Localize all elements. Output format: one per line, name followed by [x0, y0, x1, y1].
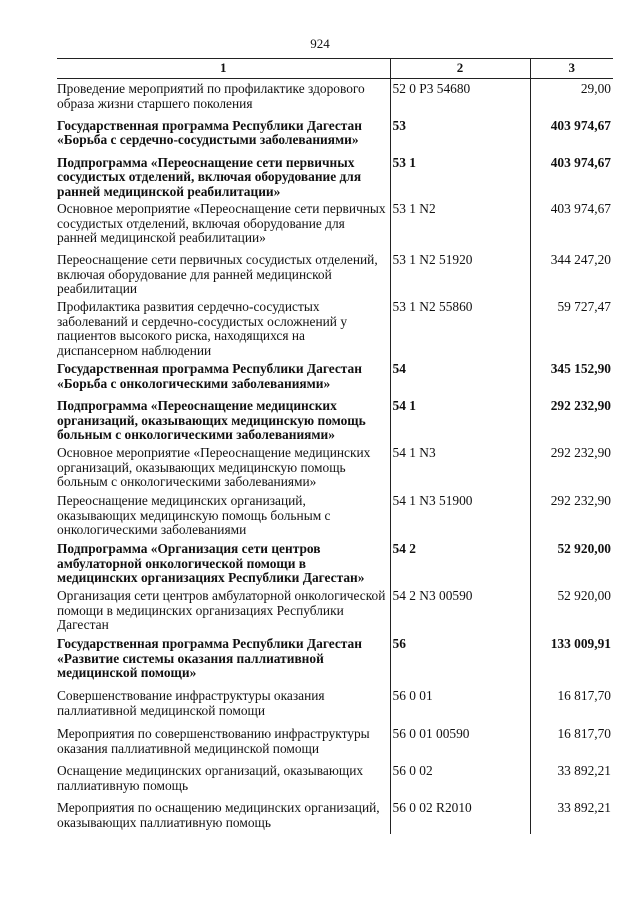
- row-code-cell: 53 1 N2 51920: [390, 250, 530, 297]
- row-code-cell: 52 0 P3 54680: [390, 79, 530, 116]
- row-sum-cell: 403 974,67: [530, 153, 613, 200]
- table-row: [57, 396, 613, 443]
- row-code-cell: 54 2 N3 00590: [390, 586, 530, 634]
- row-name-cell: Основное мероприятие «Переоснащение медицинских организаций, оказывающих медицинскую помощь больным с онкологическими заболеваниями»: [57, 445, 371, 490]
- table-row: [57, 250, 613, 297]
- row-code-cell: 53 1: [390, 153, 530, 200]
- row-sum-cell: 33 892,21: [530, 798, 613, 834]
- budget-table-container: [57, 58, 613, 834]
- row-sum-cell: 292 232,90: [530, 396, 613, 443]
- row-name-cell: Переоснащение медицинских организаций, оказывающих медицинскую помощь больным с онкологическими заболеваниями: [57, 493, 331, 538]
- row-name-cell: Переоснащение сети первичных сосудистых отделений, включая оборудование для ранней медицинской реабилитации: [57, 252, 378, 297]
- row-code-cell: 53: [390, 116, 530, 153]
- row-name-cell: Подпрограмма «Организация сети центров амбулаторной онкологической помощи в медицинских организациях Республики Дагестан»: [57, 541, 365, 586]
- row-sum-cell: 33 892,21: [530, 761, 613, 798]
- row-name-cell: Государственная программа Республики Дагестан «Борьба с онкологическими заболеваниями»: [57, 361, 362, 391]
- table-row: [57, 153, 613, 200]
- page-number: 924: [310, 36, 330, 51]
- row-name-cell: Проведение мероприятий по профилактике здорового образа жизни старшего поколения: [57, 81, 365, 111]
- row-sum-cell: 29,00: [530, 79, 613, 116]
- row-sum-cell: 292 232,90: [530, 443, 613, 491]
- table-body: [57, 79, 613, 835]
- row-code-cell: 56: [390, 634, 530, 686]
- table-row: [57, 686, 613, 724]
- row-code-cell: 56 0 02: [390, 761, 530, 798]
- column-header-sum: 3: [530, 59, 613, 79]
- table-row: [57, 491, 613, 539]
- table-row: [57, 634, 613, 686]
- row-sum-cell: 403 974,67: [530, 199, 613, 250]
- table-row: [57, 116, 613, 153]
- row-code-cell: 53 1 N2 55860: [390, 297, 530, 359]
- row-sum-cell: 52 920,00: [530, 539, 613, 586]
- row-code-cell: 54 1 N3 51900: [390, 491, 530, 539]
- column-header-code: 2: [390, 59, 530, 79]
- table-row: [57, 761, 613, 798]
- table-row: [57, 359, 613, 396]
- row-code-cell: 54: [390, 359, 530, 396]
- row-sum-cell: 16 817,70: [530, 686, 613, 724]
- table-row: [57, 199, 613, 250]
- table-header-row: [57, 59, 613, 79]
- table-row: [57, 79, 613, 116]
- row-sum-cell: 345 152,90: [530, 359, 613, 396]
- table-row: [57, 443, 613, 491]
- column-header-name: 1: [57, 59, 390, 79]
- row-name-cell: Государственная программа Республики Дагестан «Развитие системы оказания паллиативной медицинской помощи»: [57, 636, 362, 681]
- table-row: [57, 297, 613, 359]
- row-code-cell: 54 1 N3: [390, 443, 530, 491]
- row-name-cell: Профилактика развития сердечно-сосудистых заболеваний и сердечно-сосудистых осложнений у пациентов высокого риска, находящихся на диспансерном наблюдении: [57, 299, 348, 359]
- row-name-cell: Мероприятия по оснащению медицинских организаций, оказывающих паллиативную помощь: [57, 800, 380, 830]
- row-name-cell: Подпрограмма «Переоснащение медицинских организаций, оказывающих медицинскую помощь больным с онкологическими заболеваниями»: [57, 398, 366, 443]
- table-row: [57, 798, 613, 834]
- row-code-cell: 54 2: [390, 539, 530, 586]
- table-row: [57, 724, 613, 761]
- row-name-cell: Мероприятия по совершенствованию инфраструктуры оказания паллиативной медицинской помощи: [57, 726, 370, 756]
- row-name-cell: Основное мероприятие «Переоснащение сети первичных сосудистых отделений, включая оборудование для ранней медицинской реабилитации»: [57, 201, 386, 246]
- budget-table: [57, 58, 613, 834]
- row-name-cell: Совершенствование инфраструктуры оказания паллиативной медицинской помощи: [57, 688, 325, 718]
- row-sum-cell: 59 727,47: [530, 297, 613, 359]
- row-sum-cell: 344 247,20: [530, 250, 613, 297]
- row-code-cell: 54 1: [390, 396, 530, 443]
- table-row: [57, 539, 613, 586]
- row-sum-cell: 52 920,00: [530, 586, 613, 634]
- row-code-cell: 56 0 01: [390, 686, 530, 724]
- row-sum-cell: 133 009,91: [530, 634, 613, 686]
- row-sum-cell: 292 232,90: [530, 491, 613, 539]
- row-name-cell: Организация сети центров амбулаторной онкологической помощи в медицинских организациях Республики Дагестан: [57, 588, 386, 633]
- row-name-cell: Государственная программа Республики Дагестан «Борьба с сердечно-сосудистыми заболеваниями»: [57, 117, 362, 148]
- row-code-cell: 56 0 02 R2010: [390, 798, 530, 834]
- table-row: [57, 586, 613, 634]
- row-sum-cell: 16 817,70: [530, 724, 613, 761]
- row-code-cell: 56 0 01 00590: [390, 724, 530, 761]
- row-code-cell: 53 1 N2: [390, 199, 530, 250]
- row-name-cell: Оснащение медицинских организаций, оказывающих паллиативную помощь: [57, 763, 364, 793]
- row-sum-cell: 403 974,67: [530, 116, 613, 153]
- row-name-cell: Подпрограмма «Переоснащение сети первичных сосудистых отделений, включая оборудование для ранней медицинской реабилитации»: [57, 154, 362, 199]
